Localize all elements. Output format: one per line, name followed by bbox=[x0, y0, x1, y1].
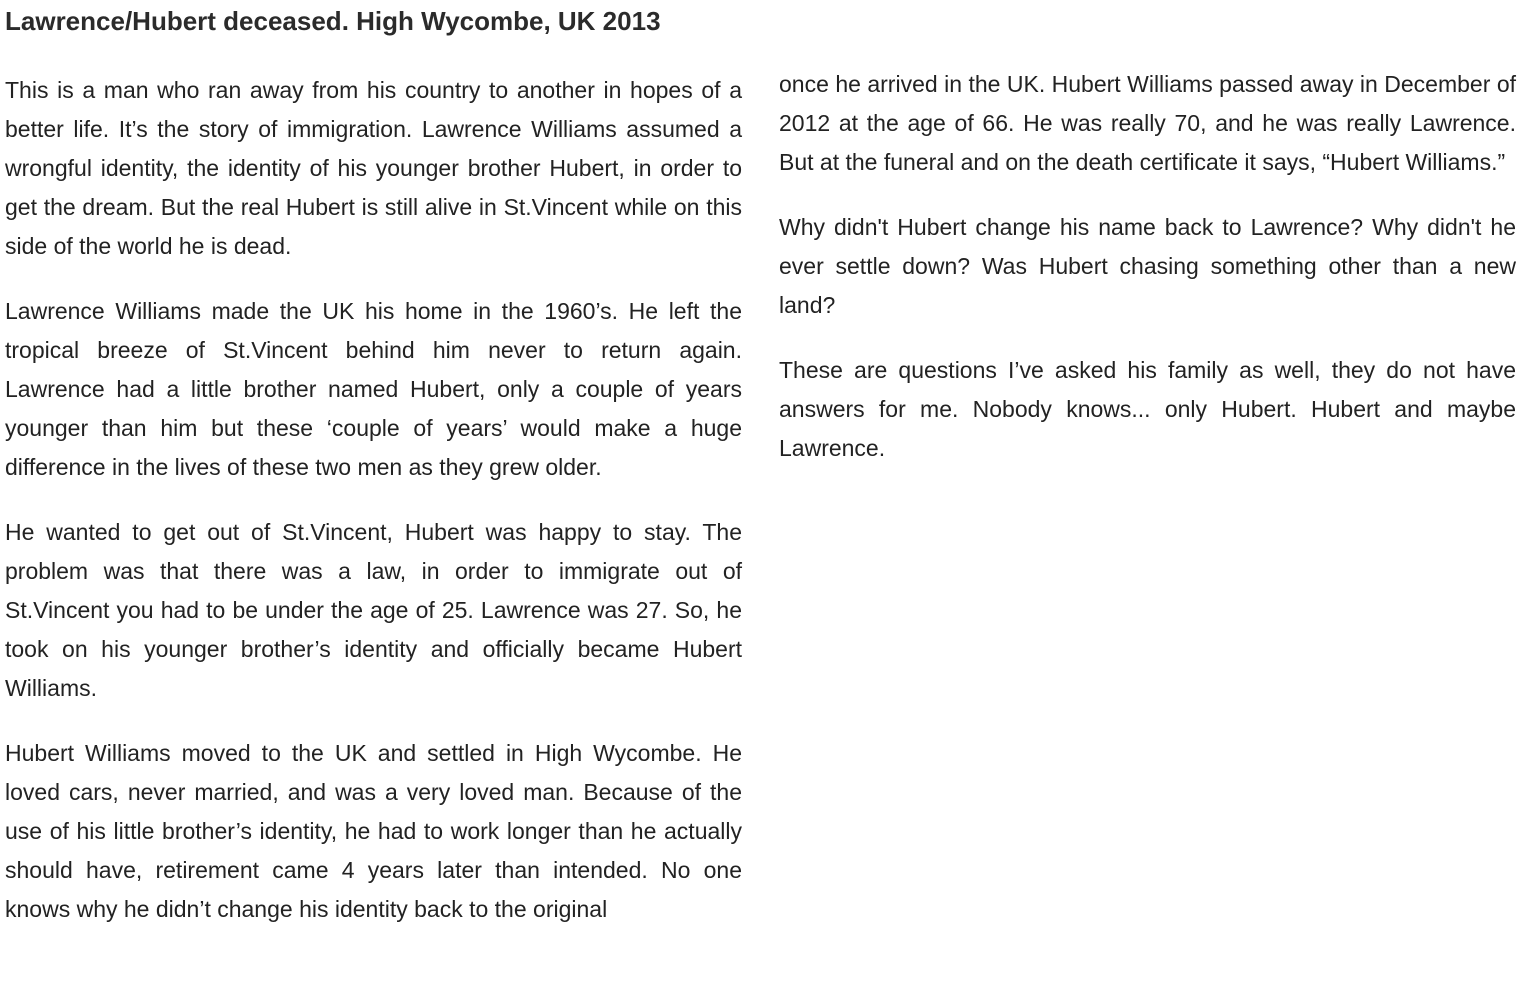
paragraph-2: Lawrence Williams made the UK his home in the 1960’s. He left the tropical breeze of St.Vincent behind him never to return again. Lawrence had a little brother named Hubert, only a couple of years younger than him but these ‘couple of years’ would make a huge difference in the lives of these two men as they grew older. bbox=[5, 298, 742, 480]
article-title: Lawrence/Hubert deceased. High Wycombe, UK 2013 bbox=[5, 6, 661, 36]
paragraph-6: Why didn't Hubert change his name back to Lawrence? Why didn't he ever settle down? Was Hubert chasing something other than a new land? bbox=[779, 214, 1516, 318]
paragraph-7: These are questions I’ve asked his family as well, they do not have answers for me. Nobody knows... only Hubert. Hubert and maybe Lawrence. bbox=[779, 357, 1516, 461]
paragraph-3: He wanted to get out of St.Vincent, Hubert was happy to stay. The problem was that there was a law, in order to immigrate out of St.Vincent you had to be under the age of 25. Lawrence was 27. So, he took on his younger brother’s identity and officially became Hubert Williams. bbox=[5, 519, 742, 701]
paragraph-1: This is a man who ran away from his country to another in hopes of a better life. It’s the story of immigration. Lawrence Williams assumed a wrongful identity, the identity of his younger brother Hubert, in order to get the dream. But the real Hubert is still alive in St.Vincent while on this side of the world he is dead. bbox=[5, 77, 742, 259]
paragraph-4: Hubert Williams moved to the UK and settled in High Wycombe. He loved cars, never married, and was a very loved man. Because of the use of his little brother’s identity, he had to work longer than he actually should have, retirement came 4 years later than intended. No one knows why he didn’t change his identity back to the original bbox=[5, 740, 742, 922]
paragraph-5: once he arrived in the UK. Hubert Williams passed away in December of 2012 at the age of 66. He was really 70, and he was really Lawrence. But at the funeral and on the death certificate it says, “Hubert Williams.” bbox=[779, 71, 1516, 175]
right-column bbox=[779, 65, 1516, 494]
left-column bbox=[5, 71, 742, 955]
